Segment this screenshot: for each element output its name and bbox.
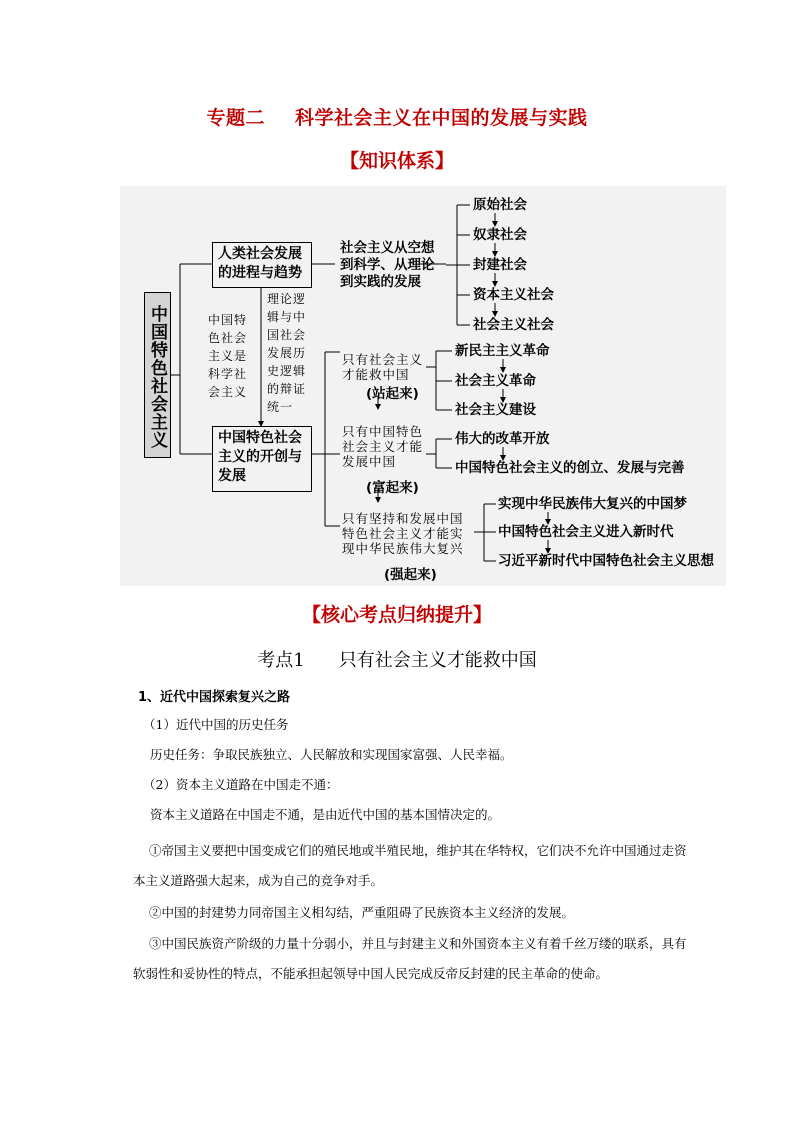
note-dialectical-unity: 理论逻辑与中国社会发展历史逻辑的辩证统一 xyxy=(267,292,307,414)
stage3-item-2: 中国特色社会主义进入新时代 xyxy=(498,524,674,540)
paragraph-5: ③中国民族资产阶级的力量十分弱小，并且与封建主义和外国资本主义有着千丝万缕的联系，具有软弱性和妥协性的特点，不能承担起领导中国人民完成反帝反封建的民主革命的使命。 xyxy=(133,936,687,981)
note-scientific-socialism: 中国特色社会主义是科学社会主义 xyxy=(208,313,248,399)
stage2-item-1: 伟大的改革开放 xyxy=(455,431,550,447)
society-3: 封建社会 xyxy=(473,257,527,273)
stage2-text: 只有中国特色社会主义才能发展中国 xyxy=(342,424,424,469)
society-2: 奴隶社会 xyxy=(473,227,527,243)
knowledge-diagram xyxy=(120,186,726,586)
node-socialism-development: 中国特色社会主义的开创与发展 xyxy=(212,426,312,492)
stage3-item-1: 实现中华民族伟大复兴的中国梦 xyxy=(498,496,687,512)
branch-utopia-to-science: 社会主义从空想到科学、从理论到实践的发展 xyxy=(340,240,435,290)
subheading-2: （2）资本主义道路在中国走不通： xyxy=(143,777,339,792)
node-human-society: 人类社会发展的进程与趋势 xyxy=(212,242,312,288)
topic-title xyxy=(0,103,794,130)
stage1-item-2: 社会主义革命 xyxy=(455,373,536,389)
knowledge-system-heading: 【知识体系】 xyxy=(339,150,454,172)
society-5: 社会主义社会 xyxy=(473,317,554,333)
point-number: 考点1 xyxy=(257,650,305,671)
stage1-text: 只有社会主义才能救中国 xyxy=(342,352,424,382)
stage1-item-1: 新民主主义革命 xyxy=(455,343,550,359)
stage3-item-3: 习近平新时代中国特色社会主义思想 xyxy=(498,553,714,569)
point-name: 只有社会主义才能救中国 xyxy=(338,650,537,671)
paragraph-2: 资本主义道路在中国走不通，是由近代中国的基本国情决定的。 xyxy=(150,807,501,822)
root-node: 中国特色社会主义 xyxy=(144,292,171,458)
heading-modern-china: 1、近代中国探索复兴之路 xyxy=(138,690,291,705)
stage2-item-2: 中国特色社会主义的创立、发展与完善 xyxy=(455,460,685,476)
stage2-tag: (富起来) xyxy=(366,480,419,496)
point-title xyxy=(0,646,794,672)
core-points-heading: 【核心考点归纳提升】 xyxy=(301,604,492,626)
subheading-1: （1）近代中国的历史任务 xyxy=(143,717,289,732)
stage3-text: 只有坚持和发展中国特色社会主义才能实现中华民族伟大复兴 xyxy=(342,511,464,556)
paragraph-3: ①帝国主义要把中国变成它们的殖民地或半殖民地，维护其在华特权，它们决不允许中国通过走资本主义道路强大起来，成为自己的竞争对手。 xyxy=(133,843,687,888)
topic-number: 专题二 xyxy=(206,107,265,129)
society-4: 资本主义社会 xyxy=(473,287,554,303)
paragraph-4: ②中国的封建势力同帝国主义相勾结，严重阻碍了民族资本主义经济的发展。 xyxy=(149,905,575,920)
topic-name: 科学社会主义在中国的发展与实践 xyxy=(295,107,588,129)
stage1-tag: (站起来) xyxy=(366,386,419,402)
society-1: 原始社会 xyxy=(473,197,527,213)
paragraph-1: 历史任务：争取民族独立、人民解放和实现国家富强、人民幸福。 xyxy=(150,747,513,762)
stage3-tag: (强起来) xyxy=(384,567,437,583)
stage1-item-3: 社会主义建设 xyxy=(455,402,536,418)
